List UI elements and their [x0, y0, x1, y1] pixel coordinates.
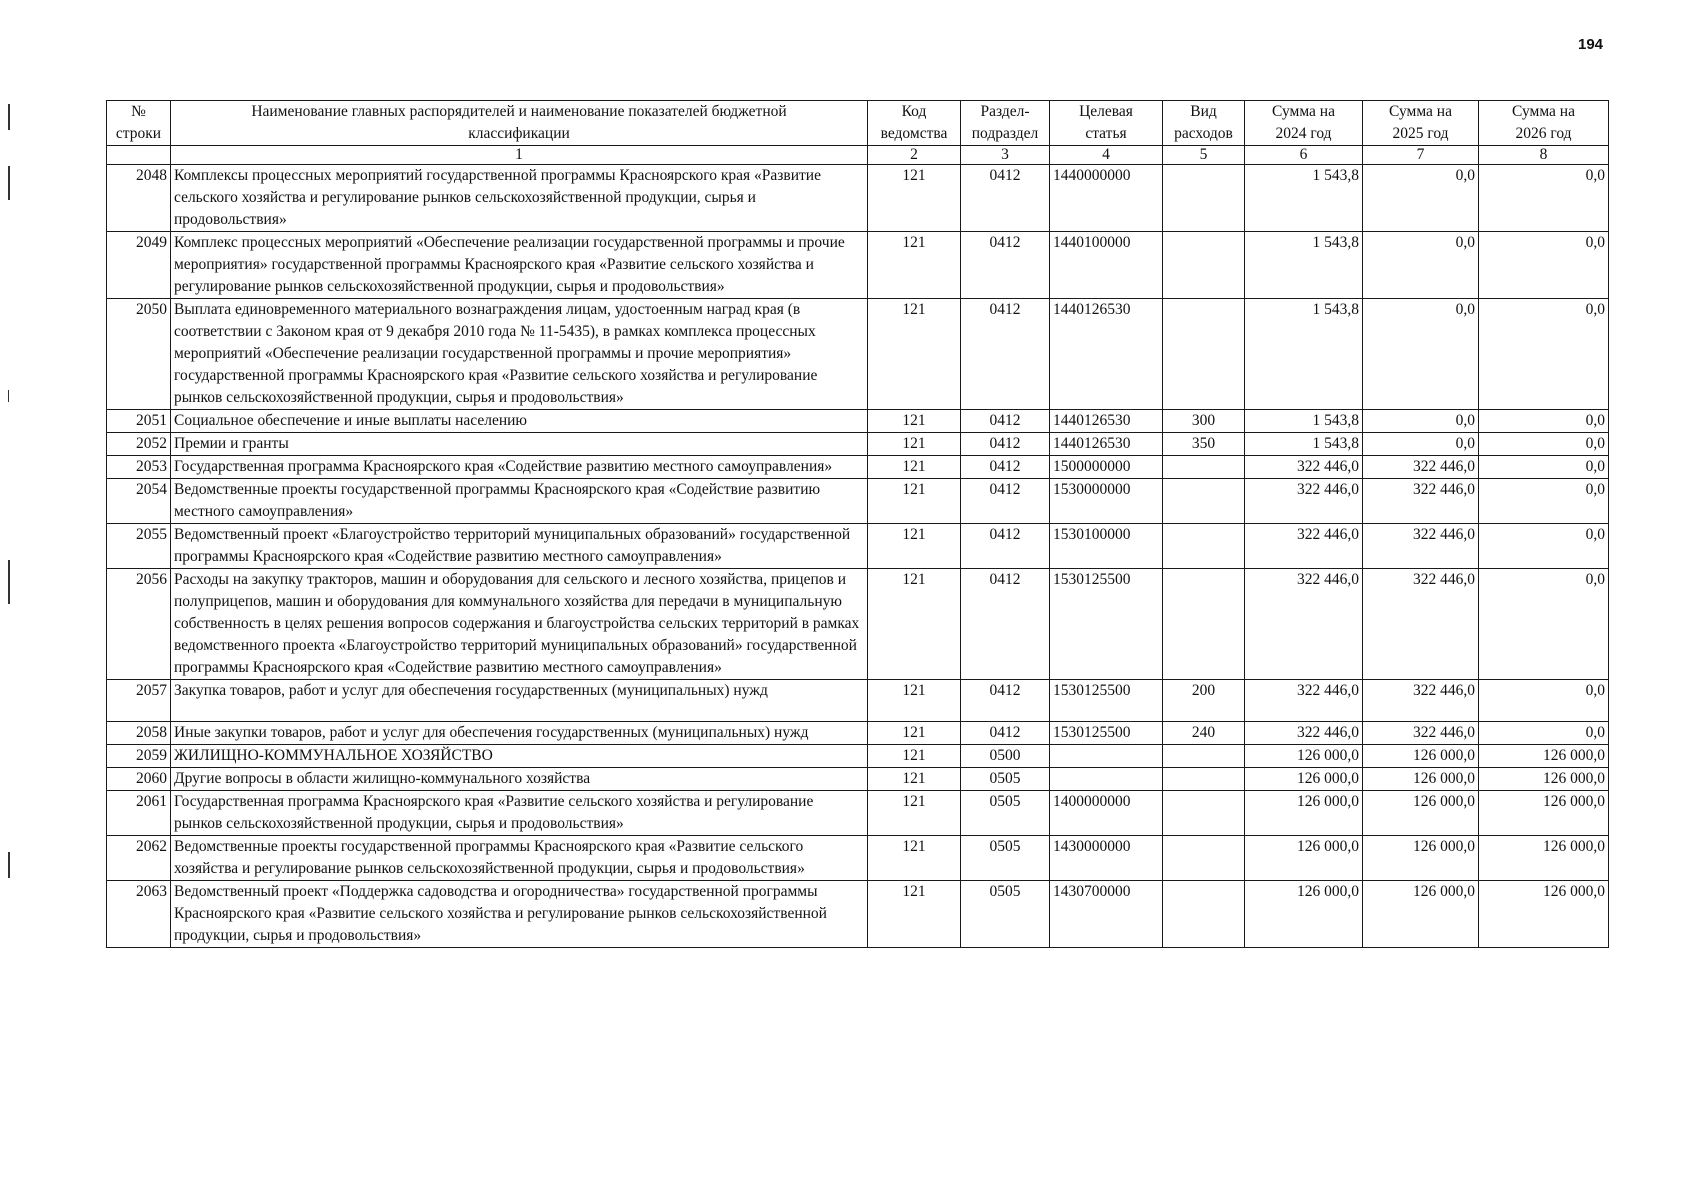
row-name: Расходы на закупку тракторов, машин и оборудования для сельского и лесного хозяйства, прицепов и полуприцепов, машин и оборудования для коммунального хозяйства для передачи в муниципальную собственность в целях решения вопросов содержания и благоустройства сельских территорий в рамках ведомственного проекта «Благоустройство территорий муниципальных образований» государственной программы Красноярского края «Содействие развитию местного самоуправления»: [171, 569, 868, 680]
row-sum-2026: 0,0: [1479, 524, 1609, 569]
row-section-code: 0412: [961, 165, 1050, 232]
row-expense-type: [1163, 768, 1245, 791]
row-sum-2024: 1 543,8: [1245, 165, 1363, 232]
row-section-code: 0412: [961, 232, 1050, 299]
row-target-code: 1530100000: [1050, 524, 1163, 569]
row-name: Ведомственный проект «Поддержка садоводства и огородничества» государственной программы Красноярского края «Развитие сельского хозяйства и регулирование рынков сельскохозяйственной продукции, сырья и продовольствия»: [171, 881, 868, 948]
row-sum-2024: 126 000,0: [1245, 791, 1363, 836]
row-sum-2025: 322 446,0: [1363, 569, 1479, 680]
row-sum-2025: 0,0: [1363, 410, 1479, 433]
table-row: [107, 456, 1609, 479]
row-target-code: 1530000000: [1050, 479, 1163, 524]
table-row: [107, 410, 1609, 433]
row-sum-2025: 322 446,0: [1363, 456, 1479, 479]
column-index: 2: [868, 146, 961, 165]
row-number: 2059: [107, 745, 171, 768]
row-expense-type: [1163, 881, 1245, 948]
row-sum-2024: 126 000,0: [1245, 881, 1363, 948]
row-sum-2026: 126 000,0: [1479, 768, 1609, 791]
row-sum-2025: 322 446,0: [1363, 722, 1479, 745]
row-name: Премии и гранты: [171, 433, 868, 456]
row-number: 2053: [107, 456, 171, 479]
row-sum-2026: 0,0: [1479, 232, 1609, 299]
column-index: 3: [961, 146, 1050, 165]
row-target-code: 1430000000: [1050, 836, 1163, 881]
row-sum-2026: 0,0: [1479, 410, 1609, 433]
header-name: Наименование главных распорядителей и наименование показателей бюджетной классификации: [171, 101, 868, 146]
row-section-code: 0505: [961, 881, 1050, 948]
column-index: 6: [1245, 146, 1363, 165]
row-name: Комплекс процессных мероприятий «Обеспечение реализации государственной программы и прочие мероприятия» государственной программы Красноярского края «Развитие сельского хозяйства и регулирование рынков сельскохозяйственной продукции, сырья и продовольствия»: [171, 232, 868, 299]
row-dept-code: 121: [868, 791, 961, 836]
row-target-code: 1530125500: [1050, 680, 1163, 722]
row-sum-2024: 1 543,8: [1245, 433, 1363, 456]
scan-margin-mark: [8, 166, 10, 200]
row-target-code: 1440126530: [1050, 433, 1163, 456]
row-target-code: 1530125500: [1050, 722, 1163, 745]
row-number: 2048: [107, 165, 171, 232]
row-section-code: 0412: [961, 456, 1050, 479]
row-name: Ведомственные проекты государственной программы Красноярского края «Содействие развитию местного самоуправления»: [171, 479, 868, 524]
row-sum-2024: 1 543,8: [1245, 410, 1363, 433]
row-dept-code: 121: [868, 456, 961, 479]
row-sum-2026: 0,0: [1479, 299, 1609, 410]
table-row: [107, 722, 1609, 745]
row-sum-2026: 126 000,0: [1479, 791, 1609, 836]
header-sum-2025: Сумма на 2025 год: [1363, 101, 1479, 146]
row-dept-code: 121: [868, 768, 961, 791]
row-sum-2025: 126 000,0: [1363, 836, 1479, 881]
row-number: 2062: [107, 836, 171, 881]
table-row: [107, 836, 1609, 881]
column-index: [107, 146, 171, 165]
header-section: Раздел- подраздел: [961, 101, 1050, 146]
row-sum-2026: 0,0: [1479, 722, 1609, 745]
column-index-row: [107, 146, 1609, 165]
row-sum-2026: 0,0: [1479, 569, 1609, 680]
row-dept-code: 121: [868, 433, 961, 456]
row-sum-2026: 0,0: [1479, 479, 1609, 524]
row-number: 2056: [107, 569, 171, 680]
table-row: [107, 745, 1609, 768]
row-section-code: 0412: [961, 680, 1050, 722]
row-name: Закупка товаров, работ и услуг для обеспечения государственных (муниципальных) нужд: [171, 680, 868, 722]
table-header-row: [107, 101, 1609, 146]
row-section-code: 0505: [961, 836, 1050, 881]
row-sum-2025: 126 000,0: [1363, 745, 1479, 768]
row-dept-code: 121: [868, 745, 961, 768]
row-name: Государственная программа Красноярского края «Содействие развитию местного самоуправления»: [171, 456, 868, 479]
row-section-code: 0500: [961, 745, 1050, 768]
row-section-code: 0412: [961, 410, 1050, 433]
row-sum-2025: 126 000,0: [1363, 791, 1479, 836]
header-sum-2024: Сумма на 2024 год: [1245, 101, 1363, 146]
row-expense-type: [1163, 479, 1245, 524]
column-index: 8: [1479, 146, 1609, 165]
budget-table: [106, 100, 1609, 948]
row-number: 2057: [107, 680, 171, 722]
row-expense-type: [1163, 456, 1245, 479]
header-row-no: № строки: [107, 101, 171, 146]
row-number: 2063: [107, 881, 171, 948]
row-sum-2024: 126 000,0: [1245, 768, 1363, 791]
row-number: 2055: [107, 524, 171, 569]
table-row: [107, 569, 1609, 680]
row-sum-2025: 322 446,0: [1363, 479, 1479, 524]
row-expense-type: [1163, 791, 1245, 836]
row-dept-code: 121: [868, 479, 961, 524]
row-expense-type: [1163, 745, 1245, 768]
row-expense-type: 200: [1163, 680, 1245, 722]
row-number: 2061: [107, 791, 171, 836]
scan-margin-mark: [8, 560, 10, 604]
row-dept-code: 121: [868, 232, 961, 299]
row-sum-2025: 126 000,0: [1363, 768, 1479, 791]
row-sum-2024: 126 000,0: [1245, 745, 1363, 768]
row-sum-2025: 322 446,0: [1363, 524, 1479, 569]
row-target-code: 1500000000: [1050, 456, 1163, 479]
row-section-code: 0412: [961, 722, 1050, 745]
row-expense-type: [1163, 299, 1245, 410]
row-sum-2024: 322 446,0: [1245, 680, 1363, 722]
row-number: 2050: [107, 299, 171, 410]
row-section-code: 0412: [961, 524, 1050, 569]
row-section-code: 0505: [961, 768, 1050, 791]
row-target-code: 1440126530: [1050, 410, 1163, 433]
row-target-code: 1440100000: [1050, 232, 1163, 299]
row-name: Выплата единовременного материального вознаграждения лицам, удостоенным наград края (в соответствии с Законом края от 9 декабря 2010 года № 11-5435), в рамках комплекса процессных мероприятий «Обеспечение реализации государственной программы и прочие мероприятия» государственной программы Красноярского края «Развитие сельского хозяйства и регулирование рынков сельскохозяйственной продукции, сырья и продовольствия»: [171, 299, 868, 410]
row-sum-2026: 0,0: [1479, 456, 1609, 479]
row-sum-2026: 126 000,0: [1479, 881, 1609, 948]
row-number: 2058: [107, 722, 171, 745]
row-name: Ведомственные проекты государственной программы Красноярского края «Развитие сельского хозяйства и регулирование рынков сельскохозяйственной продукции, сырья и продовольствия»: [171, 836, 868, 881]
table-row: [107, 768, 1609, 791]
row-sum-2024: 322 446,0: [1245, 722, 1363, 745]
row-dept-code: 121: [868, 165, 961, 232]
table-row: [107, 479, 1609, 524]
table-row: [107, 524, 1609, 569]
row-section-code: 0412: [961, 569, 1050, 680]
row-name: Другие вопросы в области жилищно-коммунального хозяйства: [171, 768, 868, 791]
table-row: [107, 791, 1609, 836]
column-index: 5: [1163, 146, 1245, 165]
row-target-code: [1050, 745, 1163, 768]
table-row: [107, 165, 1609, 232]
row-section-code: 0505: [961, 791, 1050, 836]
row-name: Комплексы процессных мероприятий государственной программы Красноярского края «Развитие сельского хозяйства и регулирование рынков сельскохозяйственной продукции, сырья и продовольствия»: [171, 165, 868, 232]
page-number: 194: [1578, 36, 1604, 53]
row-dept-code: 121: [868, 680, 961, 722]
row-expense-type: [1163, 836, 1245, 881]
row-sum-2024: 322 446,0: [1245, 456, 1363, 479]
row-dept-code: 121: [868, 569, 961, 680]
row-sum-2026: 0,0: [1479, 433, 1609, 456]
row-number: 2051: [107, 410, 171, 433]
row-sum-2024: 1 543,8: [1245, 299, 1363, 410]
row-dept-code: 121: [868, 722, 961, 745]
row-target-code: [1050, 768, 1163, 791]
header-exp-type: Вид расходов: [1163, 101, 1245, 146]
row-number: 2052: [107, 433, 171, 456]
row-number: 2054: [107, 479, 171, 524]
row-sum-2024: 126 000,0: [1245, 836, 1363, 881]
row-expense-type: 350: [1163, 433, 1245, 456]
row-name: ЖИЛИЩНО-КОММУНАЛЬНОЕ ХОЗЯЙСТВО: [171, 745, 868, 768]
table-row: [107, 433, 1609, 456]
column-index: 4: [1050, 146, 1163, 165]
row-expense-type: 240: [1163, 722, 1245, 745]
scan-margin-mark: [8, 104, 10, 130]
row-sum-2025: 0,0: [1363, 165, 1479, 232]
row-section-code: 0412: [961, 479, 1050, 524]
row-expense-type: [1163, 165, 1245, 232]
row-sum-2026: 0,0: [1479, 165, 1609, 232]
row-number: 2049: [107, 232, 171, 299]
row-section-code: 0412: [961, 433, 1050, 456]
row-sum-2026: 126 000,0: [1479, 836, 1609, 881]
row-dept-code: 121: [868, 299, 961, 410]
row-sum-2026: 0,0: [1479, 680, 1609, 722]
row-expense-type: [1163, 524, 1245, 569]
row-expense-type: 300: [1163, 410, 1245, 433]
header-sum-2026: Сумма на 2026 год: [1479, 101, 1609, 146]
table-row: [107, 299, 1609, 410]
column-index: 1: [171, 146, 868, 165]
row-dept-code: 121: [868, 410, 961, 433]
row-expense-type: [1163, 569, 1245, 680]
row-section-code: 0412: [961, 299, 1050, 410]
scan-margin-mark: [8, 390, 9, 402]
row-sum-2025: 322 446,0: [1363, 680, 1479, 722]
row-name: Государственная программа Красноярского края «Развитие сельского хозяйства и регулирование рынков сельскохозяйственной продукции, сырья и продовольствия»: [171, 791, 868, 836]
row-sum-2025: 0,0: [1363, 299, 1479, 410]
row-target-code: 1440000000: [1050, 165, 1163, 232]
table-row: [107, 680, 1609, 722]
row-sum-2025: 0,0: [1363, 433, 1479, 456]
header-target: Целевая статья: [1050, 101, 1163, 146]
row-target-code: 1440126530: [1050, 299, 1163, 410]
row-dept-code: 121: [868, 524, 961, 569]
row-sum-2025: 126 000,0: [1363, 881, 1479, 948]
row-target-code: 1430700000: [1050, 881, 1163, 948]
column-index: 7: [1363, 146, 1479, 165]
row-sum-2026: 126 000,0: [1479, 745, 1609, 768]
row-sum-2024: 322 446,0: [1245, 524, 1363, 569]
row-dept-code: 121: [868, 881, 961, 948]
row-target-code: 1530125500: [1050, 569, 1163, 680]
row-sum-2025: 0,0: [1363, 232, 1479, 299]
row-name: Иные закупки товаров, работ и услуг для обеспечения государственных (муниципальных) нужд: [171, 722, 868, 745]
row-expense-type: [1163, 232, 1245, 299]
scan-margin-mark: [8, 852, 10, 878]
row-dept-code: 121: [868, 836, 961, 881]
row-sum-2024: 1 543,8: [1245, 232, 1363, 299]
row-target-code: 1400000000: [1050, 791, 1163, 836]
table-row: [107, 232, 1609, 299]
header-dept: Код ведомства: [868, 101, 961, 146]
row-sum-2024: 322 446,0: [1245, 479, 1363, 524]
row-number: 2060: [107, 768, 171, 791]
row-sum-2024: 322 446,0: [1245, 569, 1363, 680]
table-row: [107, 881, 1609, 948]
row-name: Социальное обеспечение и иные выплаты населению: [171, 410, 868, 433]
row-name: Ведомственный проект «Благоустройство территорий муниципальных образований» государственной программы Красноярского края «Содействие развитию местного самоуправления»: [171, 524, 868, 569]
